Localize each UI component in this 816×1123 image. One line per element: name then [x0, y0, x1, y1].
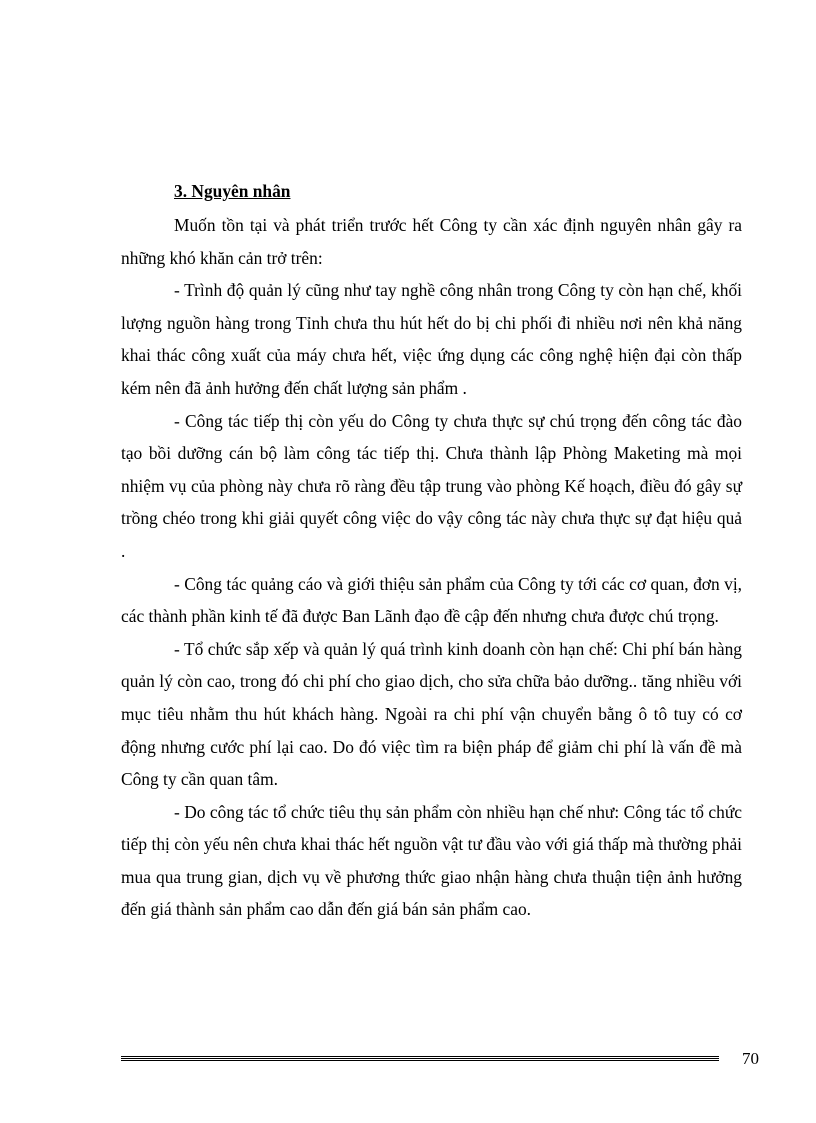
paragraph-business-organization: - Tổ chức sắp xếp và quản lý quá trình kinh doanh còn hạn chế: Chi phí bán hàng quản lý còn cao, trong đó chi phí cho giao dịch, cho sửa chữa bảo dưỡng.. tăng nhiều với mục tiêu nhằm thu hút khách hàng. Ngoài ra chi phí vận chuyển bằng ô tô tuy có cơ động nhưng cước phí lại cao. Do đó việc tìm ra biện pháp để giảm chi phí là vấn đề mà Công ty cần quan tâm.	[121, 638, 742, 790]
paragraph-management: - Trình độ quản lý cũng như tay nghề công nhân trong Công ty còn hạn chế, khối lượng nguồn hàng trong Tỉnh chưa thu hút hết do bị chi phối đi nhiều nơi nên khả năng khai thác công xuất của máy chưa hết, việc ứng dụng các công nghệ hiện đại còn thấp kém nên đã ảnh hưởng đến chất lượng sản phẩm .	[121, 280, 742, 398]
page-number: 70	[742, 1049, 759, 1068]
paragraph-consumption: - Do công tác tổ chức tiêu thụ sản phẩm còn nhiều hạn chế như: Công tác tổ chức tiếp thị còn yếu nên chưa khai thác hết nguồn vật tư đầu vào với giá thấp mà thường phải mua qua trung gian, dịch vụ về phương thức giao nhận hàng chưa thuận tiện ảnh hưởng đến giá thành sản phẩm cao dẫn đến giá bán sản phẩm cao.	[121, 801, 742, 920]
footer-divider	[121, 1056, 719, 1061]
page-body	[121, 176, 742, 926]
section-heading: 3. Nguyên nhân	[174, 181, 291, 201]
paragraph-intro: Muốn tồn tại và phát triển trước hết Công ty cần xác định nguyên nhân gây ra những khó khăn cản trở trên:	[121, 215, 742, 268]
paragraph-marketing: - Công tác tiếp thị còn yếu do Công ty chưa thực sự chú trọng đến công tác đào tạo bồi dưỡng cán bộ làm công tác tiếp thị. Chưa thành lập Phòng Maketing mà mọi nhiệm vụ của phòng này chưa rõ ràng đều tập trung vào phòng Kế hoạch, điều đó gây sự trồng chéo trong khi giải quyết công việc do vậy công tác này chưa thực sự đạt hiệu quả .	[121, 410, 742, 561]
paragraph-advertising: - Công tác quảng cáo và giới thiệu sản phẩm của Công ty tới các cơ quan, đơn vị, các thành phần kinh tế đã được Ban Lãnh đạo đề cập đến nhưng chưa được chú trọng.	[121, 573, 742, 627]
